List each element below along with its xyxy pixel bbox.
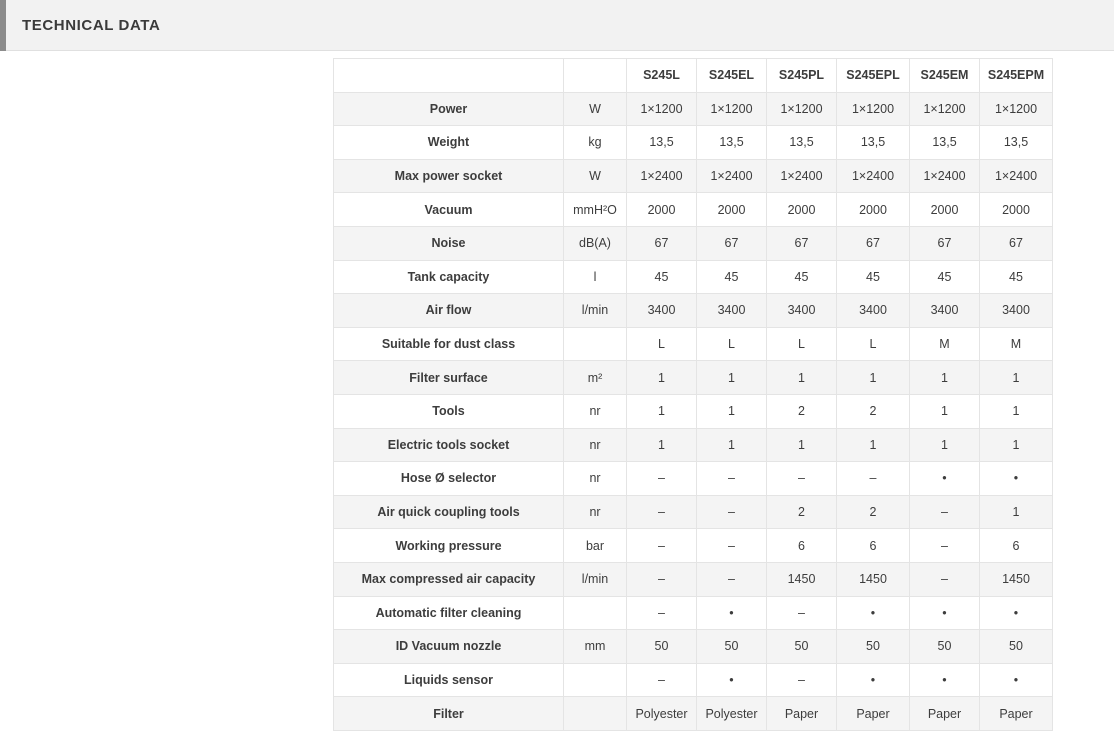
- row-value: 67: [837, 226, 910, 260]
- row-value: 13,5: [767, 126, 837, 160]
- row-value: 50: [910, 630, 980, 664]
- row-value: 1×1200: [910, 92, 980, 126]
- row-value: 1450: [837, 562, 910, 596]
- row-value: 1450: [980, 562, 1053, 596]
- technical-data-table-container: [333, 58, 1049, 731]
- row-label: Filter: [334, 697, 564, 731]
- row-value: –: [697, 462, 767, 496]
- row-value: 6: [767, 529, 837, 563]
- row-value: 1: [910, 361, 980, 395]
- row-value: –: [627, 596, 697, 630]
- table-row: [334, 361, 1053, 395]
- table-row: [334, 663, 1053, 697]
- row-value: Paper: [910, 697, 980, 731]
- row-label: Electric tools socket: [334, 428, 564, 462]
- row-value: 6: [980, 529, 1053, 563]
- row-unit: nr: [564, 394, 627, 428]
- table-row: [334, 697, 1053, 731]
- row-label: Noise: [334, 226, 564, 260]
- row-value: –: [627, 462, 697, 496]
- page-title: TECHNICAL DATA: [22, 16, 161, 34]
- row-value: –: [767, 596, 837, 630]
- column-header-unit: [564, 59, 627, 93]
- table-row: [334, 562, 1053, 596]
- row-label: ID Vacuum nozzle: [334, 630, 564, 664]
- table-row: [334, 294, 1053, 328]
- row-value: 6: [837, 529, 910, 563]
- row-unit: bar: [564, 529, 627, 563]
- column-header-name: [334, 59, 564, 93]
- row-value: –: [910, 495, 980, 529]
- row-value: Polyester: [697, 697, 767, 731]
- row-value: 67: [697, 226, 767, 260]
- row-value: –: [837, 462, 910, 496]
- row-value: 45: [910, 260, 980, 294]
- table-header: [334, 59, 1053, 93]
- table-row: [334, 327, 1053, 361]
- row-unit: dB(A): [564, 226, 627, 260]
- row-value: •: [980, 596, 1053, 630]
- row-value: 1×1200: [980, 92, 1053, 126]
- row-unit: mmH²O: [564, 193, 627, 227]
- row-value: 1×2400: [767, 159, 837, 193]
- row-value: 1: [980, 428, 1053, 462]
- row-value: 45: [697, 260, 767, 294]
- table-row: [334, 630, 1053, 664]
- row-value: –: [910, 529, 980, 563]
- row-value: 2: [767, 495, 837, 529]
- row-value: 3400: [697, 294, 767, 328]
- row-value: –: [910, 562, 980, 596]
- row-value: 2: [837, 394, 910, 428]
- row-label: Tank capacity: [334, 260, 564, 294]
- row-value: 67: [627, 226, 697, 260]
- row-value: –: [767, 663, 837, 697]
- row-value: 1×2400: [980, 159, 1053, 193]
- row-value: 3400: [980, 294, 1053, 328]
- section-header: [0, 0, 1114, 51]
- row-label: Hose Ø selector: [334, 462, 564, 496]
- row-value: 13,5: [697, 126, 767, 160]
- table-body: [334, 92, 1053, 730]
- row-value: 1: [697, 394, 767, 428]
- column-header-model-3: S245PL: [767, 59, 837, 93]
- row-value: M: [910, 327, 980, 361]
- row-value: 13,5: [837, 126, 910, 160]
- row-value: 50: [767, 630, 837, 664]
- row-value: 1: [627, 394, 697, 428]
- table-row: [334, 193, 1053, 227]
- row-value: 1: [697, 428, 767, 462]
- row-unit: [564, 663, 627, 697]
- column-header-model-2: S245EL: [697, 59, 767, 93]
- row-value: 2000: [627, 193, 697, 227]
- row-value: M: [980, 327, 1053, 361]
- row-value: •: [980, 663, 1053, 697]
- row-value: L: [697, 327, 767, 361]
- row-value: 1×1200: [697, 92, 767, 126]
- row-label: Liquids sensor: [334, 663, 564, 697]
- row-value: L: [767, 327, 837, 361]
- table-header-row: [334, 59, 1053, 93]
- row-unit: m²: [564, 361, 627, 395]
- row-value: Paper: [980, 697, 1053, 731]
- row-value: 1: [767, 361, 837, 395]
- row-value: 2000: [910, 193, 980, 227]
- row-value: •: [697, 596, 767, 630]
- row-value: 1: [627, 428, 697, 462]
- row-value: 1×1200: [837, 92, 910, 126]
- row-value: 1×1200: [627, 92, 697, 126]
- row-label: Tools: [334, 394, 564, 428]
- row-value: 1: [627, 361, 697, 395]
- row-value: •: [910, 462, 980, 496]
- row-value: 2: [767, 394, 837, 428]
- row-label: Filter surface: [334, 361, 564, 395]
- row-unit: l/min: [564, 562, 627, 596]
- row-value: Polyester: [627, 697, 697, 731]
- row-value: 2: [837, 495, 910, 529]
- row-unit: [564, 697, 627, 731]
- row-unit: [564, 596, 627, 630]
- row-label: Automatic filter cleaning: [334, 596, 564, 630]
- row-label: Max compressed air capacity: [334, 562, 564, 596]
- row-value: •: [910, 596, 980, 630]
- row-value: 2000: [767, 193, 837, 227]
- row-value: 1×2400: [627, 159, 697, 193]
- row-value: 1×1200: [767, 92, 837, 126]
- row-value: –: [627, 495, 697, 529]
- table-row: [334, 126, 1053, 160]
- row-unit: nr: [564, 462, 627, 496]
- row-value: 50: [627, 630, 697, 664]
- row-value: 2000: [980, 193, 1053, 227]
- row-unit: l/min: [564, 294, 627, 328]
- row-value: 2000: [697, 193, 767, 227]
- row-unit: W: [564, 159, 627, 193]
- row-unit: mm: [564, 630, 627, 664]
- row-value: 45: [980, 260, 1053, 294]
- row-value: –: [627, 663, 697, 697]
- row-value: –: [697, 529, 767, 563]
- row-unit: nr: [564, 495, 627, 529]
- row-value: 1×2400: [910, 159, 980, 193]
- row-value: –: [627, 529, 697, 563]
- row-value: 67: [980, 226, 1053, 260]
- row-value: 1: [980, 394, 1053, 428]
- row-unit: nr: [564, 428, 627, 462]
- row-value: 50: [697, 630, 767, 664]
- row-value: •: [910, 663, 980, 697]
- row-value: 50: [837, 630, 910, 664]
- row-value: 3400: [627, 294, 697, 328]
- row-value: 1×2400: [697, 159, 767, 193]
- row-value: 3400: [767, 294, 837, 328]
- row-unit: kg: [564, 126, 627, 160]
- row-label: Air flow: [334, 294, 564, 328]
- row-value: 45: [767, 260, 837, 294]
- row-value: 2000: [837, 193, 910, 227]
- row-label: Air quick coupling tools: [334, 495, 564, 529]
- technical-data-table: [333, 58, 1053, 731]
- row-value: •: [980, 462, 1053, 496]
- table-row: [334, 92, 1053, 126]
- table-row: [334, 159, 1053, 193]
- column-header-model-6: S245EPM: [980, 59, 1053, 93]
- row-value: 1: [837, 361, 910, 395]
- column-header-model-1: S245L: [627, 59, 697, 93]
- row-label: Vacuum: [334, 193, 564, 227]
- row-value: 1: [837, 428, 910, 462]
- row-value: 1: [697, 361, 767, 395]
- table-row: [334, 260, 1053, 294]
- row-value: –: [627, 562, 697, 596]
- table-row: [334, 596, 1053, 630]
- row-label: Weight: [334, 126, 564, 160]
- row-value: •: [697, 663, 767, 697]
- row-value: 67: [910, 226, 980, 260]
- table-row: [334, 428, 1053, 462]
- row-value: –: [697, 562, 767, 596]
- row-label: Power: [334, 92, 564, 126]
- row-value: L: [627, 327, 697, 361]
- row-value: 45: [837, 260, 910, 294]
- row-unit: W: [564, 92, 627, 126]
- row-value: L: [837, 327, 910, 361]
- row-value: 3400: [837, 294, 910, 328]
- row-value: 1: [767, 428, 837, 462]
- row-label: Suitable for dust class: [334, 327, 564, 361]
- row-value: 1: [910, 428, 980, 462]
- row-value: Paper: [767, 697, 837, 731]
- row-value: Paper: [837, 697, 910, 731]
- row-unit: [564, 327, 627, 361]
- row-value: 1: [980, 361, 1053, 395]
- row-label: Max power socket: [334, 159, 564, 193]
- table-row: [334, 226, 1053, 260]
- row-value: 13,5: [627, 126, 697, 160]
- row-value: 1450: [767, 562, 837, 596]
- row-value: 1: [980, 495, 1053, 529]
- table-row: [334, 462, 1053, 496]
- table-row: [334, 394, 1053, 428]
- column-header-model-5: S245EM: [910, 59, 980, 93]
- row-value: 45: [627, 260, 697, 294]
- row-value: 13,5: [910, 126, 980, 160]
- row-label: Working pressure: [334, 529, 564, 563]
- row-unit: l: [564, 260, 627, 294]
- row-value: •: [837, 596, 910, 630]
- column-header-model-4: S245EPL: [837, 59, 910, 93]
- row-value: 13,5: [980, 126, 1053, 160]
- row-value: –: [697, 495, 767, 529]
- row-value: 1: [910, 394, 980, 428]
- row-value: 50: [980, 630, 1053, 664]
- row-value: –: [767, 462, 837, 496]
- table-row: [334, 529, 1053, 563]
- row-value: 3400: [910, 294, 980, 328]
- row-value: •: [837, 663, 910, 697]
- row-value: 1×2400: [837, 159, 910, 193]
- row-value: 67: [767, 226, 837, 260]
- table-row: [334, 495, 1053, 529]
